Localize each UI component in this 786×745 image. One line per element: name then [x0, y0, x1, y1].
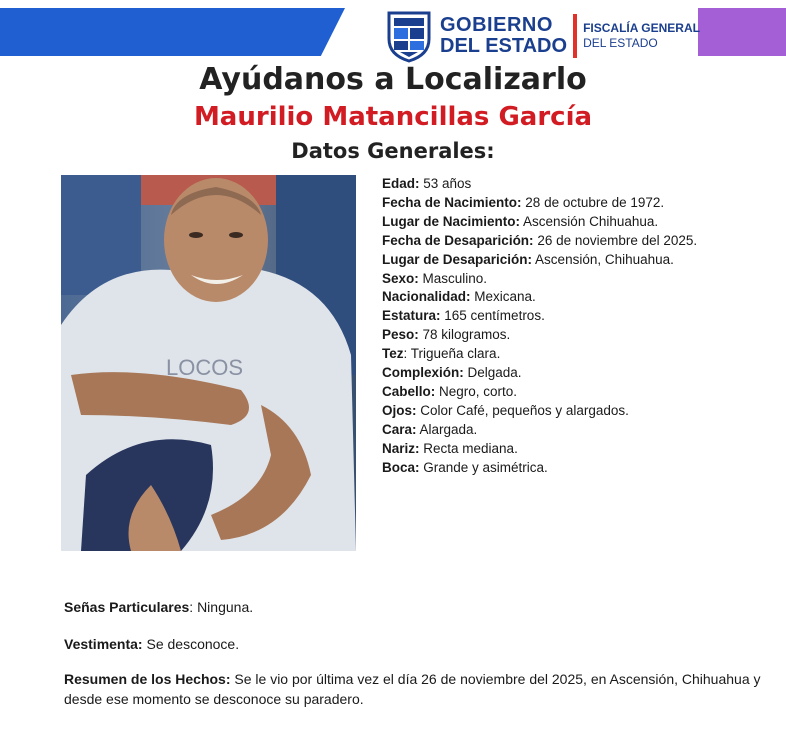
detail-tez: Tez: Trigueña clara. — [382, 346, 501, 362]
gobierno-line2: DEL ESTADO — [440, 35, 568, 57]
fiscalia-wordmark — [583, 21, 700, 51]
vestimenta: Vestimenta: Se desconoce. — [64, 636, 240, 652]
detail-peso: Peso: 78 kilogramos. — [382, 327, 511, 343]
detail-fecha-nacimiento: Fecha de Nacimiento: 28 de octubre de 1972. — [382, 194, 665, 210]
gobierno-wordmark — [440, 15, 567, 57]
section-title: Datos Generales: — [291, 139, 495, 163]
detail-fecha-desaparicion: Fecha de Desaparición: 26 de noviembre del 2025. — [382, 232, 698, 248]
detail-nariz: Nariz: Recta mediana. — [382, 440, 518, 456]
detail-sexo: Sexo: Masculino. — [382, 270, 488, 286]
detail-ojos: Ojos: Color Café, pequeños y alargados. — [382, 402, 629, 418]
fiscalia-line1: FISCALÍA GENERAL — [583, 21, 700, 35]
fiscalia-line2: DEL ESTADO — [583, 36, 658, 50]
detail-estatura: Estatura: 165 centímetros. — [382, 308, 545, 324]
person-photo-illustration — [61, 175, 356, 551]
logo-divider — [573, 14, 577, 58]
government-logo — [386, 8, 700, 64]
person-photo — [61, 175, 356, 551]
detail-complexion: Complexión: Delgada. — [382, 365, 522, 381]
page-title: Ayúdanos a Localizarlo — [199, 62, 587, 97]
details-list — [382, 175, 782, 478]
detail-lugar-desaparicion: Lugar de Desaparición: Ascensión, Chihuahua. — [382, 251, 674, 267]
detail-lugar-nacimiento: Lugar de Nacimiento: Ascensión Chihuahua. — [382, 213, 659, 229]
gobierno-line1: GOBIERNO — [440, 14, 553, 36]
detail-cara: Cara: Alargada. — [382, 421, 478, 437]
detail-cabello: Cabello: Negro, corto. — [382, 383, 518, 399]
svg-text:LOCOS: LOCOS — [166, 355, 244, 380]
header-blue-banner — [0, 8, 345, 56]
person-name: Maurilio Matancillas García — [193, 102, 593, 132]
resumen-hechos: Resumen de los Hechos: Se le vio por última vez el día 26 de noviembre del 2025, en Ascensión, Chihuahua y desde ese momento se desconoce su paradero. — [64, 671, 761, 707]
header-purple-banner — [698, 8, 786, 56]
state-shield-icon — [386, 9, 432, 63]
detail-edad: Edad: 53 años — [382, 176, 472, 191]
detail-nacionalidad: Nacionalidad: Mexicana. — [382, 289, 536, 305]
detail-boca: Boca: Grande y asimétrica. — [382, 459, 548, 475]
senas-particulares: Señas Particulares: Ninguna. — [64, 599, 254, 615]
